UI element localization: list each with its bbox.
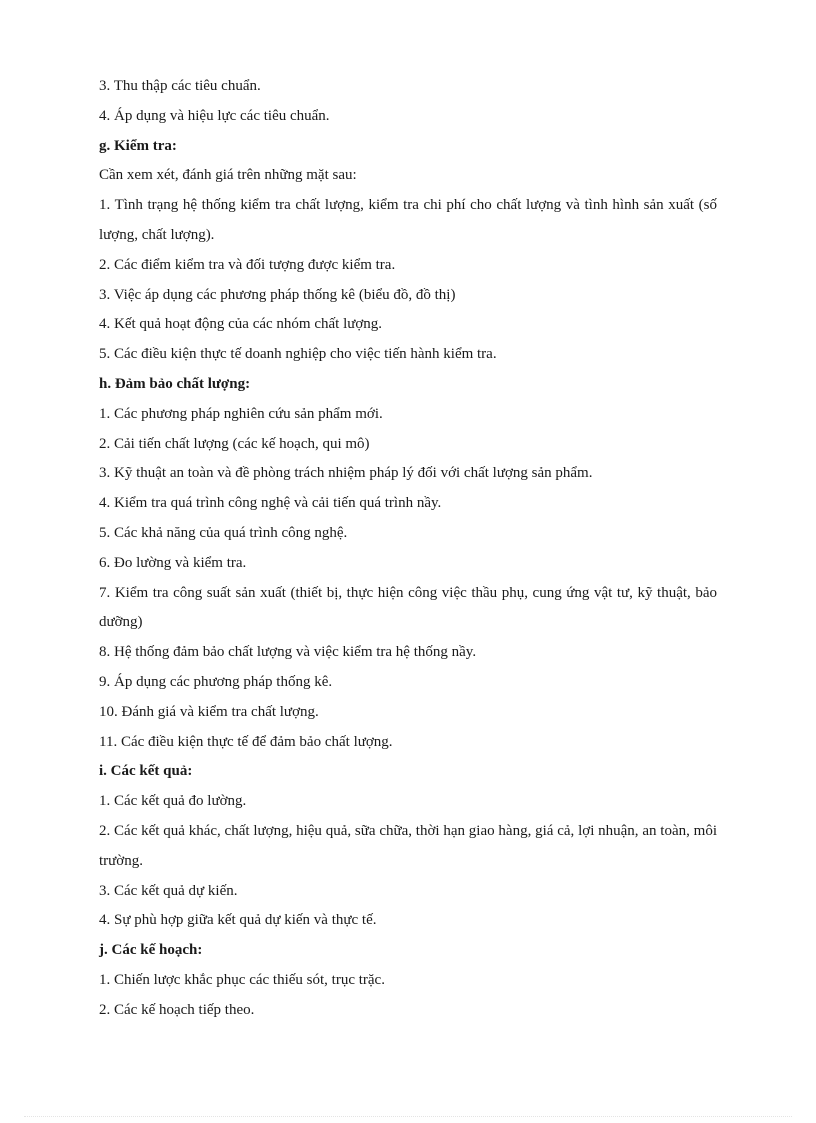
section-heading-cac-ket-qua: i. Các kết quả:	[99, 763, 193, 780]
list-item: 4. Áp dụng và hiệu lực các tiêu chuẩn.	[99, 107, 330, 124]
list-item: 6. Đo lường và kiểm tra.	[99, 554, 247, 571]
list-item: 9. Áp dụng các phương pháp thống kê.	[99, 673, 333, 690]
list-item: 2. Các điểm kiểm tra và đối tượng được kiểm tra.	[99, 256, 396, 273]
list-item: 1. Các kết quả đo lường.	[99, 793, 247, 810]
list-item: 11. Các điều kiện thực tế để đảm bảo chất lượng.	[99, 733, 393, 750]
section-heading-cac-ke-hoach: j. Các kế hoạch:	[99, 942, 203, 959]
list-item: 3. Các kết quả dự kiến.	[99, 882, 238, 899]
list-item: 8. Hệ thống đảm bảo chất lượng và việc kiểm tra hệ thống nầy.	[99, 644, 477, 661]
page-bottom-divider	[24, 1116, 792, 1117]
list-item: 10. Đánh giá và kiểm tra chất lượng.	[99, 703, 319, 720]
list-item: 3. Việc áp dụng các phương pháp thống kê (biểu đồ, đồ thị)	[99, 286, 456, 303]
list-item: 1. Tình trạng hệ thống kiểm tra chất lượng, kiểm tra chi phí cho chất lượng và tình hình sản xuất (số lượng, chất lượng).	[99, 197, 717, 243]
document-page	[99, 72, 717, 1026]
intro-text: Cần xem xét, đánh giá trên những mặt sau:	[99, 167, 357, 184]
list-item: 1. Các phương pháp nghiên cứu sản phẩm mới.	[99, 405, 383, 422]
list-item: 5. Các khả năng của quá trình công nghệ.	[99, 524, 348, 541]
list-item: 3. Thu thập các tiêu chuẩn.	[99, 78, 261, 94]
section-heading-dam-bao-chat-luong: h. Đảm bảo chất lượng:	[99, 375, 251, 392]
list-item: 2. Các kết quả khác, chất lượng, hiệu quả, sữa chữa, thời hạn giao hàng, giá cả, lợi nhuận, an toàn, môi trường.	[99, 822, 717, 869]
list-item: 2. Các kế hoạch tiếp theo.	[99, 1001, 255, 1018]
list-item: 5. Các điều kiện thực tế doanh nghiệp cho việc tiến hành kiểm tra.	[99, 346, 497, 363]
list-item: 4. Kết quả hoạt động của các nhóm chất lượng.	[99, 316, 383, 333]
list-item: 2. Cải tiến chất lượng (các kế hoạch, qui mô)	[99, 435, 370, 452]
list-item: 7. Kiểm tra công suất sản xuất (thiết bị, thực hiện công việc thầu phụ, cung ứng vật tư, kỹ thuật, bảo dưỡng)	[99, 584, 717, 631]
section-heading-kiem-tra: g. Kiểm tra:	[99, 137, 177, 154]
list-item: 3. Kỹ thuật an toàn và đề phòng trách nhiệm pháp lý đối với chất lượng sản phẩm.	[99, 465, 593, 482]
list-item: 1. Chiến lược khắc phục các thiếu sót, trục trặc.	[99, 971, 385, 988]
list-item: 4. Sự phù hợp giữa kết quả dự kiến và thực tế.	[99, 912, 377, 929]
list-item: 4. Kiểm tra quá trình công nghệ và cải tiến quá trình nầy.	[99, 495, 442, 512]
